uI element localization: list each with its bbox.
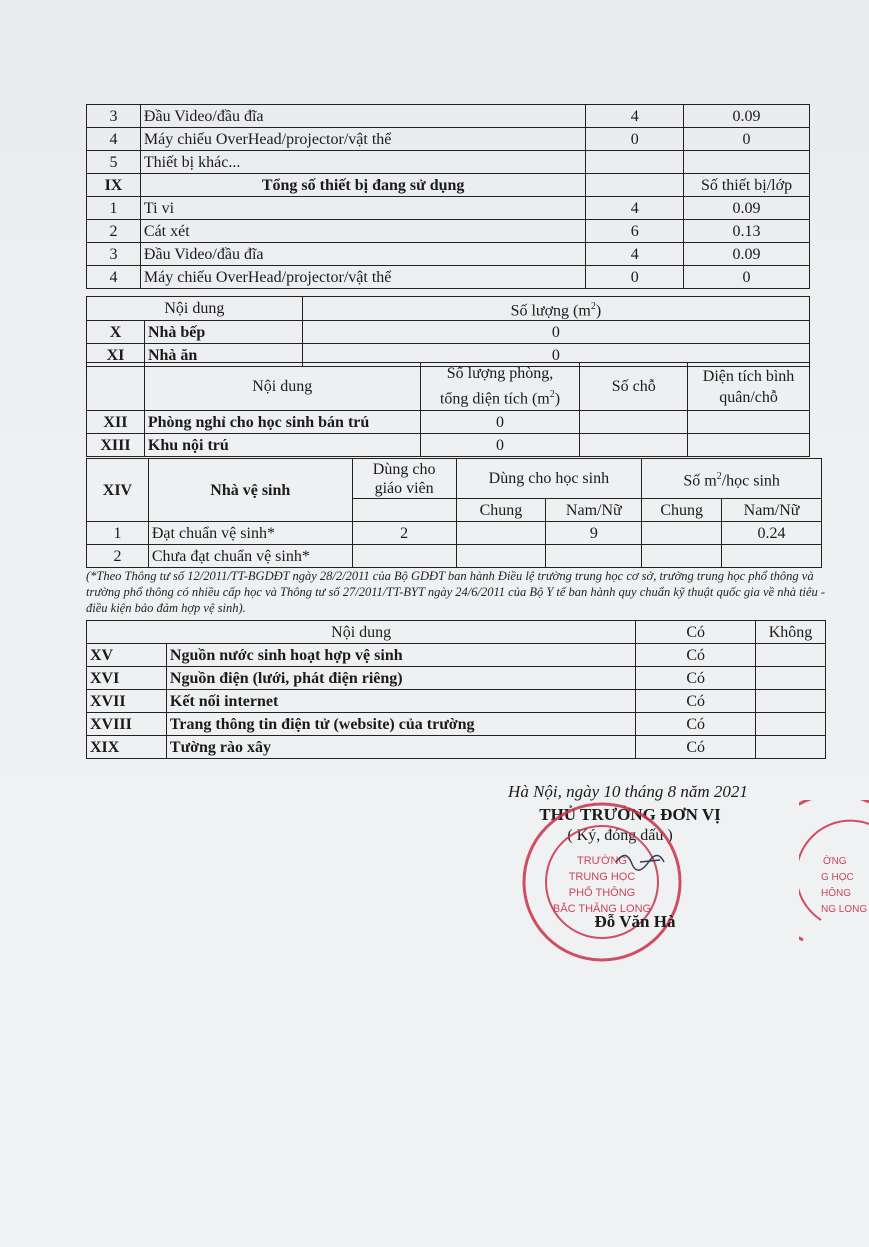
item-name: Đầu Video/đầu đĩa [140,243,585,266]
item-quantity: 6 [586,220,684,243]
item-per-class: 0.09 [684,243,810,266]
item-name: Nguồn nước sinh hoạt hợp vệ sinh [166,644,635,667]
row-number: 1 [87,522,149,545]
quantity-header-end: ) [595,302,602,320]
yes-header: Có [636,621,756,644]
rooms-header-line1: Số lượng phòng, [446,365,554,383]
yes-value: Có [636,667,756,690]
student-namnu-value: 9 [546,522,642,545]
yes-value: Có [636,644,756,667]
row-number: XI [87,344,145,367]
item-name: Kết nối internet [166,690,635,713]
area-header-line1: Diện tích bình [702,367,795,385]
row-number: XVI [87,667,167,690]
section-title: Nhà vệ sinh [148,459,352,522]
item-name: Nhà bếp [144,321,302,344]
quantity-header-text: Số lượng (m [510,302,591,320]
header-row [87,621,826,644]
row-number: 2 [87,220,141,243]
area-value [688,434,810,457]
table-row [87,128,810,151]
row-number: XV [87,644,167,667]
item-per-class: 0 [684,266,810,289]
no-value [756,713,826,736]
seal-line-3: PHỔ THÔNG [568,887,636,899]
toilet-table [86,458,822,568]
seal-line-1: TRƯỜNG [577,855,627,867]
item-quantity [586,151,684,174]
table-row [87,434,810,457]
stamp2-line-2: G HỌC [821,872,854,883]
m2-header-sup: 2 [716,470,722,482]
table-row [87,105,810,128]
stamp-right-icon [799,800,869,950]
section-number: XIV [87,459,149,522]
teacher-header [352,459,456,499]
quantity-header-sup: 2 [590,301,596,312]
places-value [580,411,688,434]
row-number: 5 [87,151,141,174]
table-row [87,522,822,545]
item-per-class: 0.09 [684,105,810,128]
table-row [87,321,810,344]
signature-date: Hà Nội, ngày 10 tháng 8 năm 2021 [508,782,748,801]
item-name: Trang thông tin điện tử (website) của trường [166,713,635,736]
rooms-header-line2 [424,384,577,409]
utilities-table [86,620,826,759]
content-header-text: Nội dung [164,300,225,318]
area-header [688,363,810,411]
m2-namnu-value: 0.24 [722,522,822,545]
student-namnu-header: Nam/Nữ [546,499,642,522]
content-header: Nội dung [144,363,420,411]
school-seal-icon [512,792,692,972]
area-header-line2: quân/chỗ [719,388,778,406]
m2-header-end: /học sinh [721,472,780,490]
student-header: Dùng cho học sinh [456,459,642,499]
section-number: IX [87,174,141,197]
rooms-value: 0 [420,434,580,457]
item-name: Ti vi [140,197,585,220]
yes-value: Có [636,736,756,759]
item-name: Đầu Video/đầu đĩa [140,105,585,128]
row-number: 3 [87,105,141,128]
m2-namnu-value [722,545,822,568]
no-value [756,667,826,690]
signature-note: ( Ký, đóng dấu ) [567,827,673,844]
row-number: XII [87,411,145,434]
item-per-class [684,151,810,174]
table-row [87,151,810,174]
student-chung-header: Chung [456,499,546,522]
rooms-header-line2-text: tổng diện tích (m [439,390,550,408]
row-number: 4 [87,128,141,151]
item-quantity: 4 [586,197,684,220]
signer-name: Đỗ Văn Hà [594,912,676,931]
item-quantity: 4 [586,243,684,266]
item-name: Cát xét [140,220,585,243]
row-number: X [87,321,145,344]
item-quantity: 4 [586,105,684,128]
quantity-header [302,297,809,321]
item-value: 0 [302,321,809,344]
item-name: Tường rào xây [166,736,635,759]
table-row [87,411,810,434]
table-row [87,266,810,289]
row-number: 1 [87,197,141,220]
per-class-header: Số thiết bị/lớp [684,174,810,197]
header-row [87,363,810,411]
rooms-header-end: ) [554,390,561,408]
row-number: XVII [87,690,167,713]
content-header [87,297,303,321]
item-name: Khu nội trú [144,434,420,457]
table-row [87,220,810,243]
item-name: Nguồn điện (lưới, phát điện riêng) [166,667,635,690]
header-row [87,297,810,321]
signature-title: THỦ TRƯỞNG ĐƠN VỊ [539,805,721,824]
places-value [580,434,688,457]
no-value [756,644,826,667]
equipment-table [86,104,810,289]
row-number: 3 [87,243,141,266]
teacher-value [352,545,456,568]
table-row [87,644,826,667]
item-per-class: 0.13 [684,220,810,243]
no-value [756,736,826,759]
item-name: Nhà ăn [144,344,302,367]
item-per-class: 0.09 [684,197,810,220]
boarding-table [86,362,810,457]
empty-cell [87,363,145,411]
seal-line-4: BẮC THĂNG LONG [552,903,652,915]
student-chung-value [456,522,546,545]
table-row [87,690,826,713]
item-quantity: 0 [586,128,684,151]
rooms-header-sup: 2 [549,389,555,401]
no-header: Không [756,621,826,644]
header-row [87,459,822,499]
teacher-header-line2: giáo viên [374,479,434,497]
no-value [756,690,826,713]
item-name: Máy chiếu OverHead/projector/vật thể [140,266,585,289]
stamp2-line-4: NG LONG [821,904,868,915]
stamp2-line-3: HÔNG [821,888,851,899]
area-value [688,411,810,434]
row-number: XVIII [87,713,167,736]
row-number: 4 [87,266,141,289]
student-namnu-value [546,545,642,568]
footnote: (*Theo Thông tư số 12/2011/TT-BGDĐT ngày 28/2/2011 của Bộ GDĐT ban hành Điều lệ trường trung học cơ sở, trường trung học phổ thông và trường phổ thông có nhiều cấp học và Thông tư số 27/2011/TT-BYT ngày 24/6/2011 của Bộ Y tế ban hành quy chuẩn kỹ thuật quốc gia về nhà tiêu - điều kiện bảo đảm hợp vệ sinh). [86,569,826,615]
m2-chung-header: Chung [642,499,722,522]
table-row [87,713,826,736]
table-row [87,243,810,266]
rooms-value: 0 [420,411,580,434]
table-row [87,545,822,568]
item-quantity: 0 [586,266,684,289]
m2-header-text: Số m [683,472,717,490]
m2-chung-value [642,522,722,545]
item-value: 0 [302,344,809,367]
row-number: XIII [87,434,145,457]
empty-cell [586,174,684,197]
rooms-header [420,363,580,411]
yes-value: Có [636,713,756,736]
row-number: 2 [87,545,149,568]
item-name: Thiết bị khác... [140,151,585,174]
m2-namnu-header: Nam/Nữ [722,499,822,522]
yes-value: Có [636,690,756,713]
places-header: Số chỗ [580,363,688,411]
item-name: Đạt chuẩn vệ sinh* [148,522,352,545]
item-name: Máy chiếu OverHead/projector/vật thể [140,128,585,151]
stamp2-line-1: ỜNG [823,856,847,867]
section-header-row [87,174,810,197]
teacher-value: 2 [352,522,456,545]
kitchen-table [86,296,810,367]
empty-cell [352,499,456,522]
item-name: Chưa đạt chuẩn vệ sinh* [148,545,352,568]
m2-chung-value [642,545,722,568]
table-row [87,197,810,220]
row-number: XIX [87,736,167,759]
m2-header [642,459,822,499]
content-header: Nội dung [87,621,636,644]
table-row [87,667,826,690]
item-name: Phòng nghỉ cho học sinh bán trú [144,411,420,434]
seal-line-2: TRUNG HỌC [568,871,636,883]
student-chung-value [456,545,546,568]
table-row [87,736,826,759]
section-title: Tổng số thiết bị đang sử dụng [140,174,585,197]
teacher-header-line1: Dùng cho [372,460,436,478]
item-per-class: 0 [684,128,810,151]
